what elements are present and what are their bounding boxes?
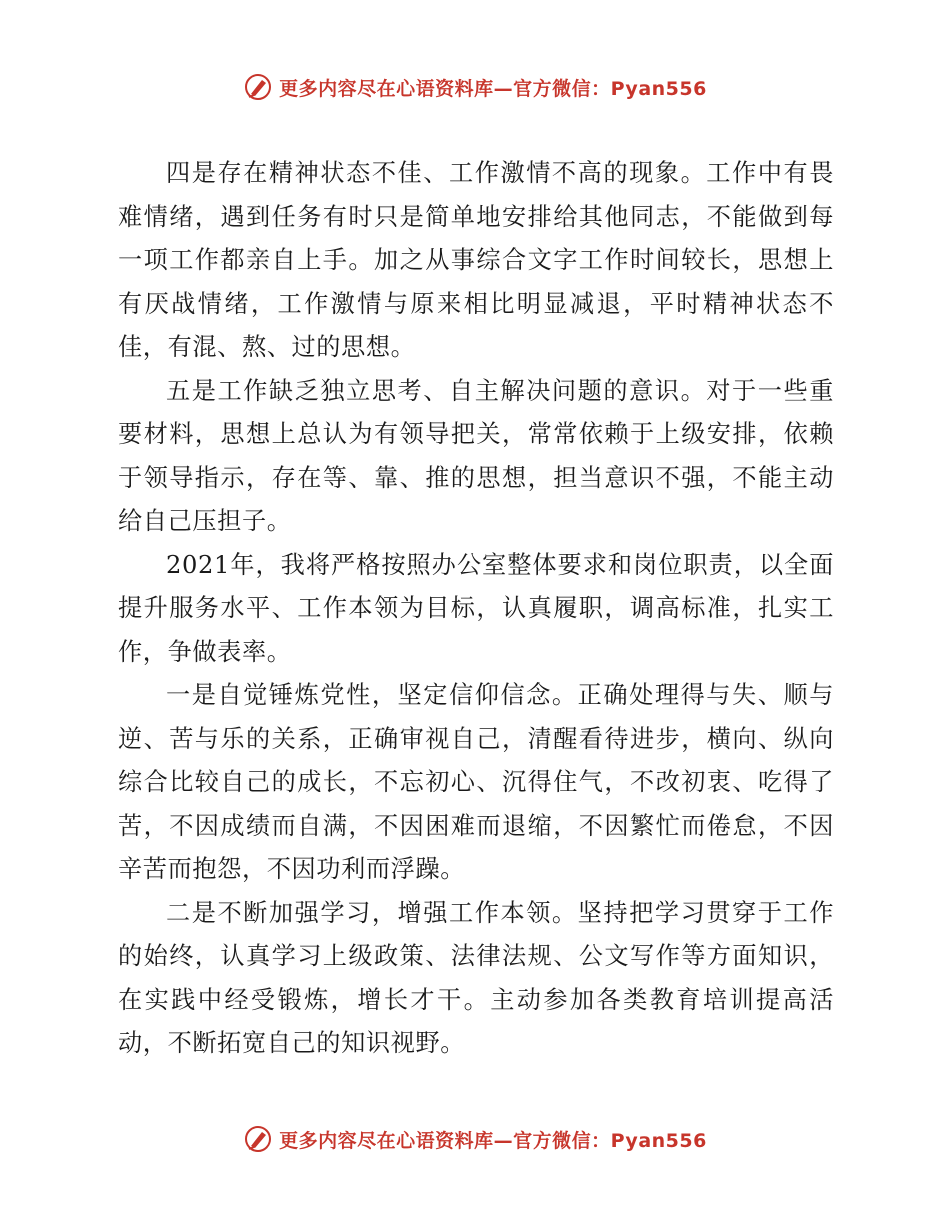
document-body [118, 152, 834, 1066]
paragraph-5: 二是不断加强学习，增强工作本领。坚持把学习贯穿于工作的始终，认真学习上级政策、法律法规、公文写作等方面知识，在实践中经受锻炼，增长才干。主动参加各类教育培训提高活动，不断拓宽自己的知识视野。 [118, 898, 834, 1057]
footer-watermark-banner [0, 1124, 950, 1154]
paragraph-2: 五是工作缺乏独立思考、自主解决问题的意识。对于一些重要材料，思想上总认为有领导把关，常常依赖于上级安排，依赖于领导指示，存在等、靠、推的思想，担当意识不强，不能主动给自己压担子。 [118, 376, 834, 535]
paragraph-3: 2021年，我将严格按照办公室整体要求和岗位职责，以全面提升服务水平、工作本领为目标，认真履职，调高标准，扎实工作，争做表率。 [118, 550, 834, 666]
quill-pen-logo-icon [243, 72, 273, 102]
quill-pen-logo-icon [243, 1124, 273, 1154]
paragraph-4: 一是自觉锤炼党性，坚定信仰信念。正确处理得与失、顺与逆、苦与乐的关系，正确审视自己，清醒看待进步，横向、纵向综合比较自己的成长，不忘初心、沉得住气，不改初衷、吃得了苦，不因成绩而自满，不因困难而退缩，不因繁忙而倦怠，不因辛苦而抱怨，不因功利而浮躁。 [118, 681, 834, 883]
footer-banner-text: 更多内容尽在心语资料库—官方微信：Pyan556 [279, 1129, 707, 1152]
header-watermark-banner [0, 72, 950, 102]
header-banner-text: 更多内容尽在心语资料库—官方微信：Pyan556 [279, 77, 707, 100]
paragraph-1: 四是存在精神状态不佳、工作激情不高的现象。工作中有畏难情绪，遇到任务有时只是简单地安排给其他同志，不能做到每一项工作都亲自上手。加之从事综合文字工作时间较长，思想上有厌战情绪，工作激情与原来相比明显减退，平时精神状态不佳，有混、熬、过的思想。 [118, 159, 834, 361]
